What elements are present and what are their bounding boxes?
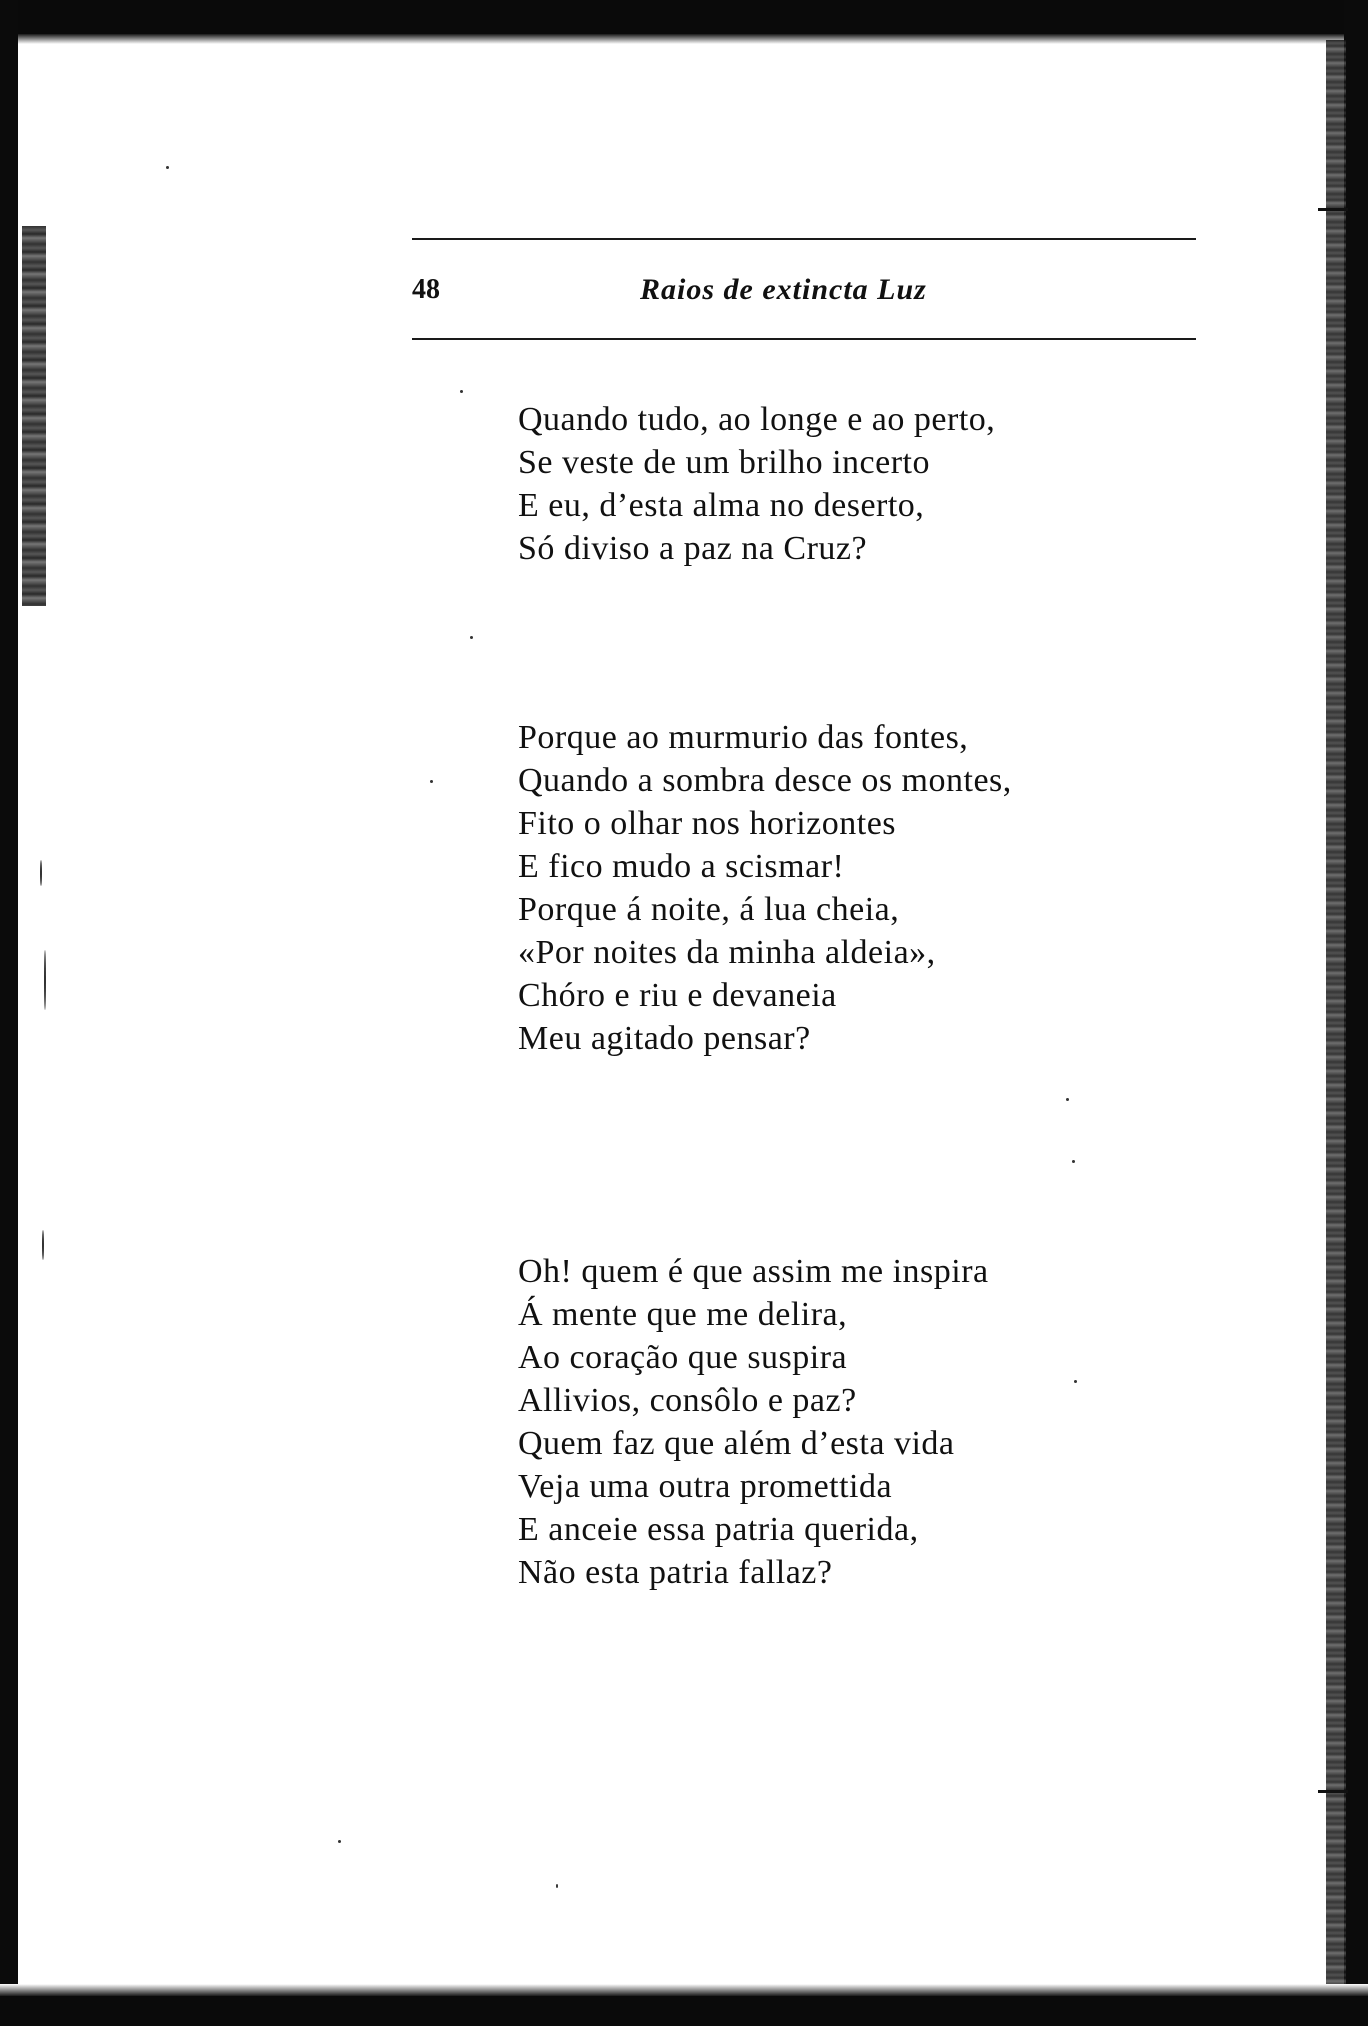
- scan-speck: [460, 390, 463, 393]
- page-number: 48: [412, 274, 440, 305]
- poem-line: Não esta patria fallaz?: [518, 1554, 833, 1591]
- poem-line: E eu, d’esta alma no deserto,: [518, 487, 925, 524]
- scan-right-edge-artifact: [1326, 40, 1346, 1990]
- header-rule-bottom: [412, 338, 1196, 340]
- poem-stanza-2: [518, 716, 1012, 1060]
- poem-line: Quem faz que além d’esta vida: [518, 1425, 955, 1462]
- poem-line: Meu agitado pensar?: [518, 1020, 811, 1057]
- poem-line: E anceie essa patria querida,: [518, 1511, 919, 1548]
- header-rule-top: [412, 238, 1196, 240]
- scan-speck: [1074, 1380, 1077, 1383]
- poem-line: Fito o olhar nos horizontes: [518, 805, 897, 842]
- scan-right-tick: [1318, 1790, 1348, 1793]
- running-title: Raios de extincta Luz: [640, 273, 927, 306]
- scan-right-tick: [1318, 208, 1348, 211]
- scan-speck: [430, 780, 433, 783]
- scan-speck: [1066, 1098, 1069, 1101]
- scan-speck: [1072, 1160, 1075, 1163]
- scan-border-left: [0, 0, 18, 2026]
- poem-line: E fico mudo a scismar!: [518, 848, 845, 885]
- scan-border-top: [0, 0, 1368, 34]
- poem-stanza-1: [518, 398, 995, 570]
- poem-line: Porque ao murmurio das fontes,: [518, 719, 969, 756]
- scan-speck: [40, 860, 42, 886]
- poem-stanza-3: [518, 1250, 989, 1594]
- poem-line: Chóro e riu e devaneia: [518, 977, 837, 1014]
- scan-speck: [42, 1230, 44, 1260]
- scan-speck: [44, 950, 46, 1010]
- poem-line: Á mente que me delira,: [518, 1296, 848, 1333]
- poem-line: Só diviso a paz na Cruz?: [518, 530, 868, 567]
- poem-line: Oh! quem é que assim me inspira: [518, 1253, 989, 1290]
- scan-border-bottom: [0, 1996, 1368, 2026]
- poem-line: Porque á noite, á lua cheia,: [518, 891, 900, 928]
- poem-line: Quando a sombra desce os montes,: [518, 762, 1012, 799]
- scan-border-top-shadow: [0, 34, 1368, 44]
- scan-speck: [556, 1884, 558, 1888]
- scan-border-bottom-shadow: [0, 1984, 1368, 1996]
- scan-speck: [338, 1840, 341, 1843]
- scan-speck: [166, 166, 169, 169]
- poem-line: Allivios, consôlo e paz?: [518, 1382, 857, 1419]
- poem-line: Se veste de um brilho incerto: [518, 444, 931, 481]
- poem-line: Ao coração que suspira: [518, 1339, 848, 1376]
- poem-line: Quando tudo, ao longe e ao perto,: [518, 401, 996, 438]
- scan-speck: [470, 636, 473, 639]
- poem-line: «Por noites da minha aldeia»,: [518, 934, 936, 971]
- scan-border-right: [1344, 0, 1368, 2026]
- poem-line: Veja uma outra promettida: [518, 1468, 893, 1505]
- scan-left-edge-artifact: [22, 226, 46, 606]
